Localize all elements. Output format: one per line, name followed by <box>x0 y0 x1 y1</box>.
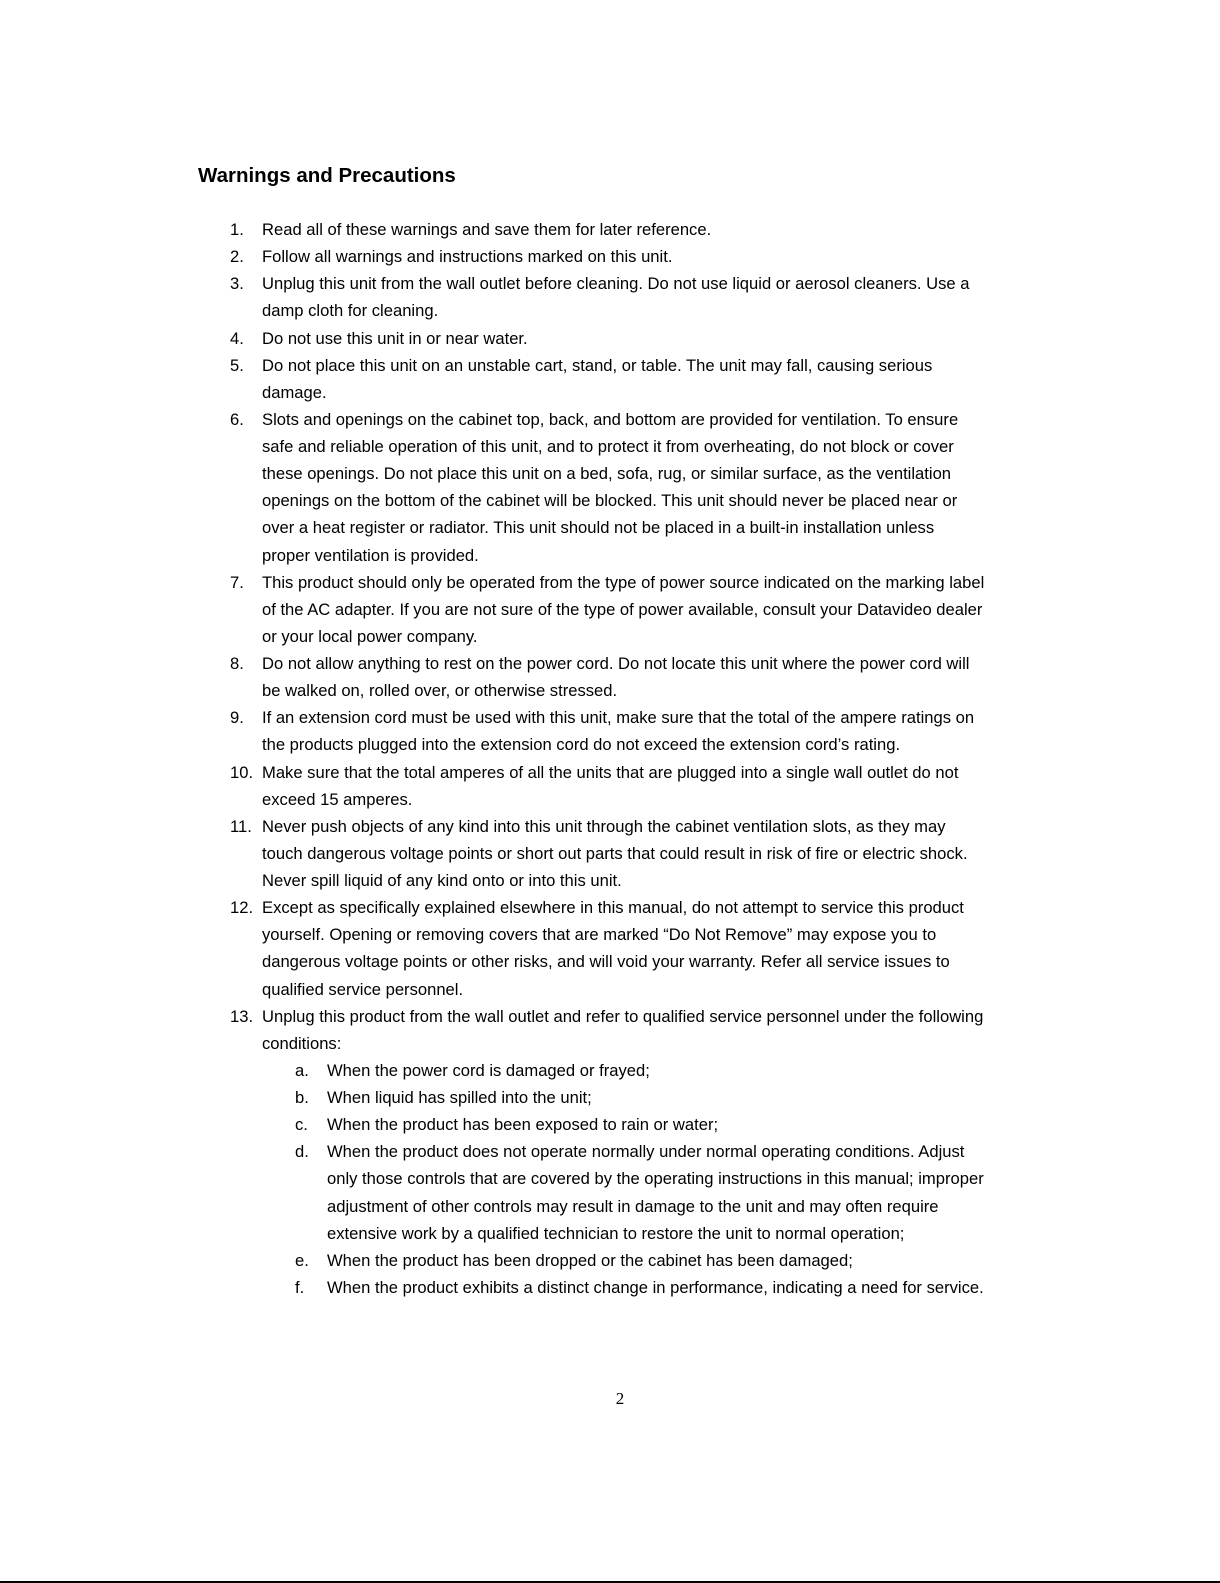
list-item <box>0 569 1220 650</box>
sub-list-item-number: d. <box>295 1142 309 1162</box>
list-item-text-line: Do not allow anything to rest on the power cord. Do not locate this unit where the power cord will <box>262 654 970 673</box>
list-item-text-line: openings on the bottom of the cabinet will be blocked. This unit should never be placed near or <box>262 491 958 511</box>
sub-list-item-text-line: extensive work by a qualified technician to restore the unit to normal operation; <box>327 1223 905 1243</box>
list-item-text-line: This product should only be operated from the type of power source indicated on the marking label <box>262 572 985 592</box>
list-item-text-line: Do not place this unit on an unstable cart, stand, or table. The unit may fall, causing serious <box>262 355 933 375</box>
list-item-number: 7. <box>230 572 244 592</box>
list-item-text-line: safe and reliable operation of this unit, and to protect it from overheating, do not block or cover <box>262 437 954 456</box>
sub-list-item-text-line: When the product has been exposed to rain or water; <box>327 1115 719 1135</box>
list-item-text-line: be walked on, rolled over, or otherwise stressed. <box>262 681 618 701</box>
list-item-text-line: the products plugged into the extension cord do not exceed the extension cord’s rating. <box>262 735 901 755</box>
list-item-text-line: of the AC adapter. If you are not sure of the type of power available, consult your Datavideo dealer <box>262 599 983 619</box>
list-item <box>0 1003 1220 1057</box>
list-item <box>0 813 1220 894</box>
list-item-number: 11. <box>230 816 252 836</box>
list-item <box>0 243 1220 270</box>
sub-list-item-text-line: When liquid has spilled into the unit; <box>327 1088 592 1107</box>
list-item-text-line: dangerous voltage points or other risks, and will void your warranty. Refer all service issues to <box>262 952 950 972</box>
list-item <box>0 650 1220 704</box>
list-item-text-line: Unplug this product from the wall outlet and refer to qualified service personnel under the following <box>262 1006 984 1026</box>
list-item-text-line: these openings. Do not place this unit on a bed, sofa, rug, or similar surface, as the ventilation <box>262 464 952 484</box>
sub-list-item-text-line: When the product has been dropped or the cabinet has been damaged; <box>327 1250 853 1270</box>
warnings-list <box>0 216 1220 1301</box>
list-item-text-line: If an extension cord must be used with this unit, make sure that the total of the ampere ratings on <box>262 708 975 728</box>
list-item-text-line: Unplug this unit from the wall outlet before cleaning. Do not use liquid or aerosol cleaners. Use a <box>262 274 970 294</box>
sub-list-item-text-line: adjustment of other controls may result in damage to the unit and may often require <box>327 1196 939 1216</box>
list-item <box>0 759 1220 813</box>
list-item-text-line: Never push objects of any kind into this unit through the cabinet ventilation slots, as they may <box>262 816 946 836</box>
list-item <box>0 894 1220 1003</box>
sub-list-item-number: a. <box>295 1060 309 1080</box>
list-item-text-line: Except as specifically explained elsewhere in this manual, do not attempt to service this product <box>262 898 964 918</box>
list-item-text-line: Slots and openings on the cabinet top, back, and bottom are provided for ventilation. To ensure <box>262 409 959 429</box>
list-item <box>0 325 1220 352</box>
list-item-text-line: damp cloth for cleaning. <box>262 301 439 321</box>
list-item-number: 12. <box>230 898 254 918</box>
list-item-text-line: over a heat register or radiator. This unit should not be placed in a built-in installation unless <box>262 518 935 538</box>
sub-list-item-text-line: When the product exhibits a distinct change in performance, indicating a need for service. <box>327 1277 984 1297</box>
list-item-text-line: conditions: <box>262 1033 342 1053</box>
list-item-number: 9. <box>230 708 244 728</box>
sub-list-item <box>0 1274 1220 1301</box>
list-item-number: 5. <box>230 355 244 375</box>
sub-list-item <box>0 1247 1220 1274</box>
list-item-number: 2. <box>230 247 244 267</box>
sub-list-item <box>0 1138 1220 1247</box>
list-item-text-line: proper ventilation is provided. <box>262 545 479 565</box>
page-number: 2 <box>615 1389 625 1408</box>
list-item-text-line: qualified service personnel. <box>262 979 464 999</box>
sub-list-item <box>0 1057 1220 1084</box>
list-item-text-line: damage. <box>262 382 327 402</box>
list-item <box>0 216 1220 243</box>
list-item-number: 10. <box>230 762 254 782</box>
list-item-text-line: Make sure that the total amperes of all the units that are plugged into a single wall outlet do not <box>262 762 959 782</box>
sub-list-item-number: e. <box>295 1250 309 1270</box>
list-item <box>0 406 1220 569</box>
list-item <box>0 270 1220 324</box>
list-item-number: 6. <box>230 409 244 429</box>
list-item-text-line: Never spill liquid of any kind onto or into this unit. <box>262 871 622 890</box>
list-item-text-line: Read all of these warnings and save them for later reference. <box>262 220 712 239</box>
list-item-number: 13. <box>230 1006 254 1026</box>
sub-list-item-text-line: When the product does not operate normally under normal operating conditions. Adjust <box>327 1142 965 1162</box>
list-item-number: 3. <box>230 274 244 294</box>
list-item-number: 1. <box>230 220 244 239</box>
list-item-text-line: touch dangerous voltage points or short out parts that could result in risk of fire or electric shock. <box>262 843 968 863</box>
sub-list-item <box>0 1084 1220 1111</box>
list-item-number: 8. <box>230 654 244 673</box>
sub-list-item-text-line: When the power cord is damaged or frayed; <box>327 1060 650 1080</box>
page-title: Warnings and Precautions <box>198 164 456 187</box>
sub-list-item-number: f. <box>295 1277 305 1297</box>
sub-list-item-number: c. <box>295 1115 308 1135</box>
list-item-text-line: Follow all warnings and instructions marked on this unit. <box>262 247 673 267</box>
list-item-number: 4. <box>230 328 244 348</box>
list-item-text-line: yourself. Opening or removing covers that are marked “Do Not Remove” may expose you to <box>262 925 937 945</box>
list-item <box>0 352 1220 406</box>
sub-list-item <box>0 1111 1220 1138</box>
list-item <box>0 704 1220 758</box>
list-item-text-line: Do not use this unit in or near water. <box>262 328 528 348</box>
list-item-text-line: or your local power company. <box>262 626 478 646</box>
list-item-text-line: exceed 15 amperes. <box>262 789 413 809</box>
sub-list-item-number: b. <box>295 1088 309 1107</box>
sub-list-item-text-line: only those controls that are covered by the operating instructions in this manual; improper <box>327 1169 984 1189</box>
